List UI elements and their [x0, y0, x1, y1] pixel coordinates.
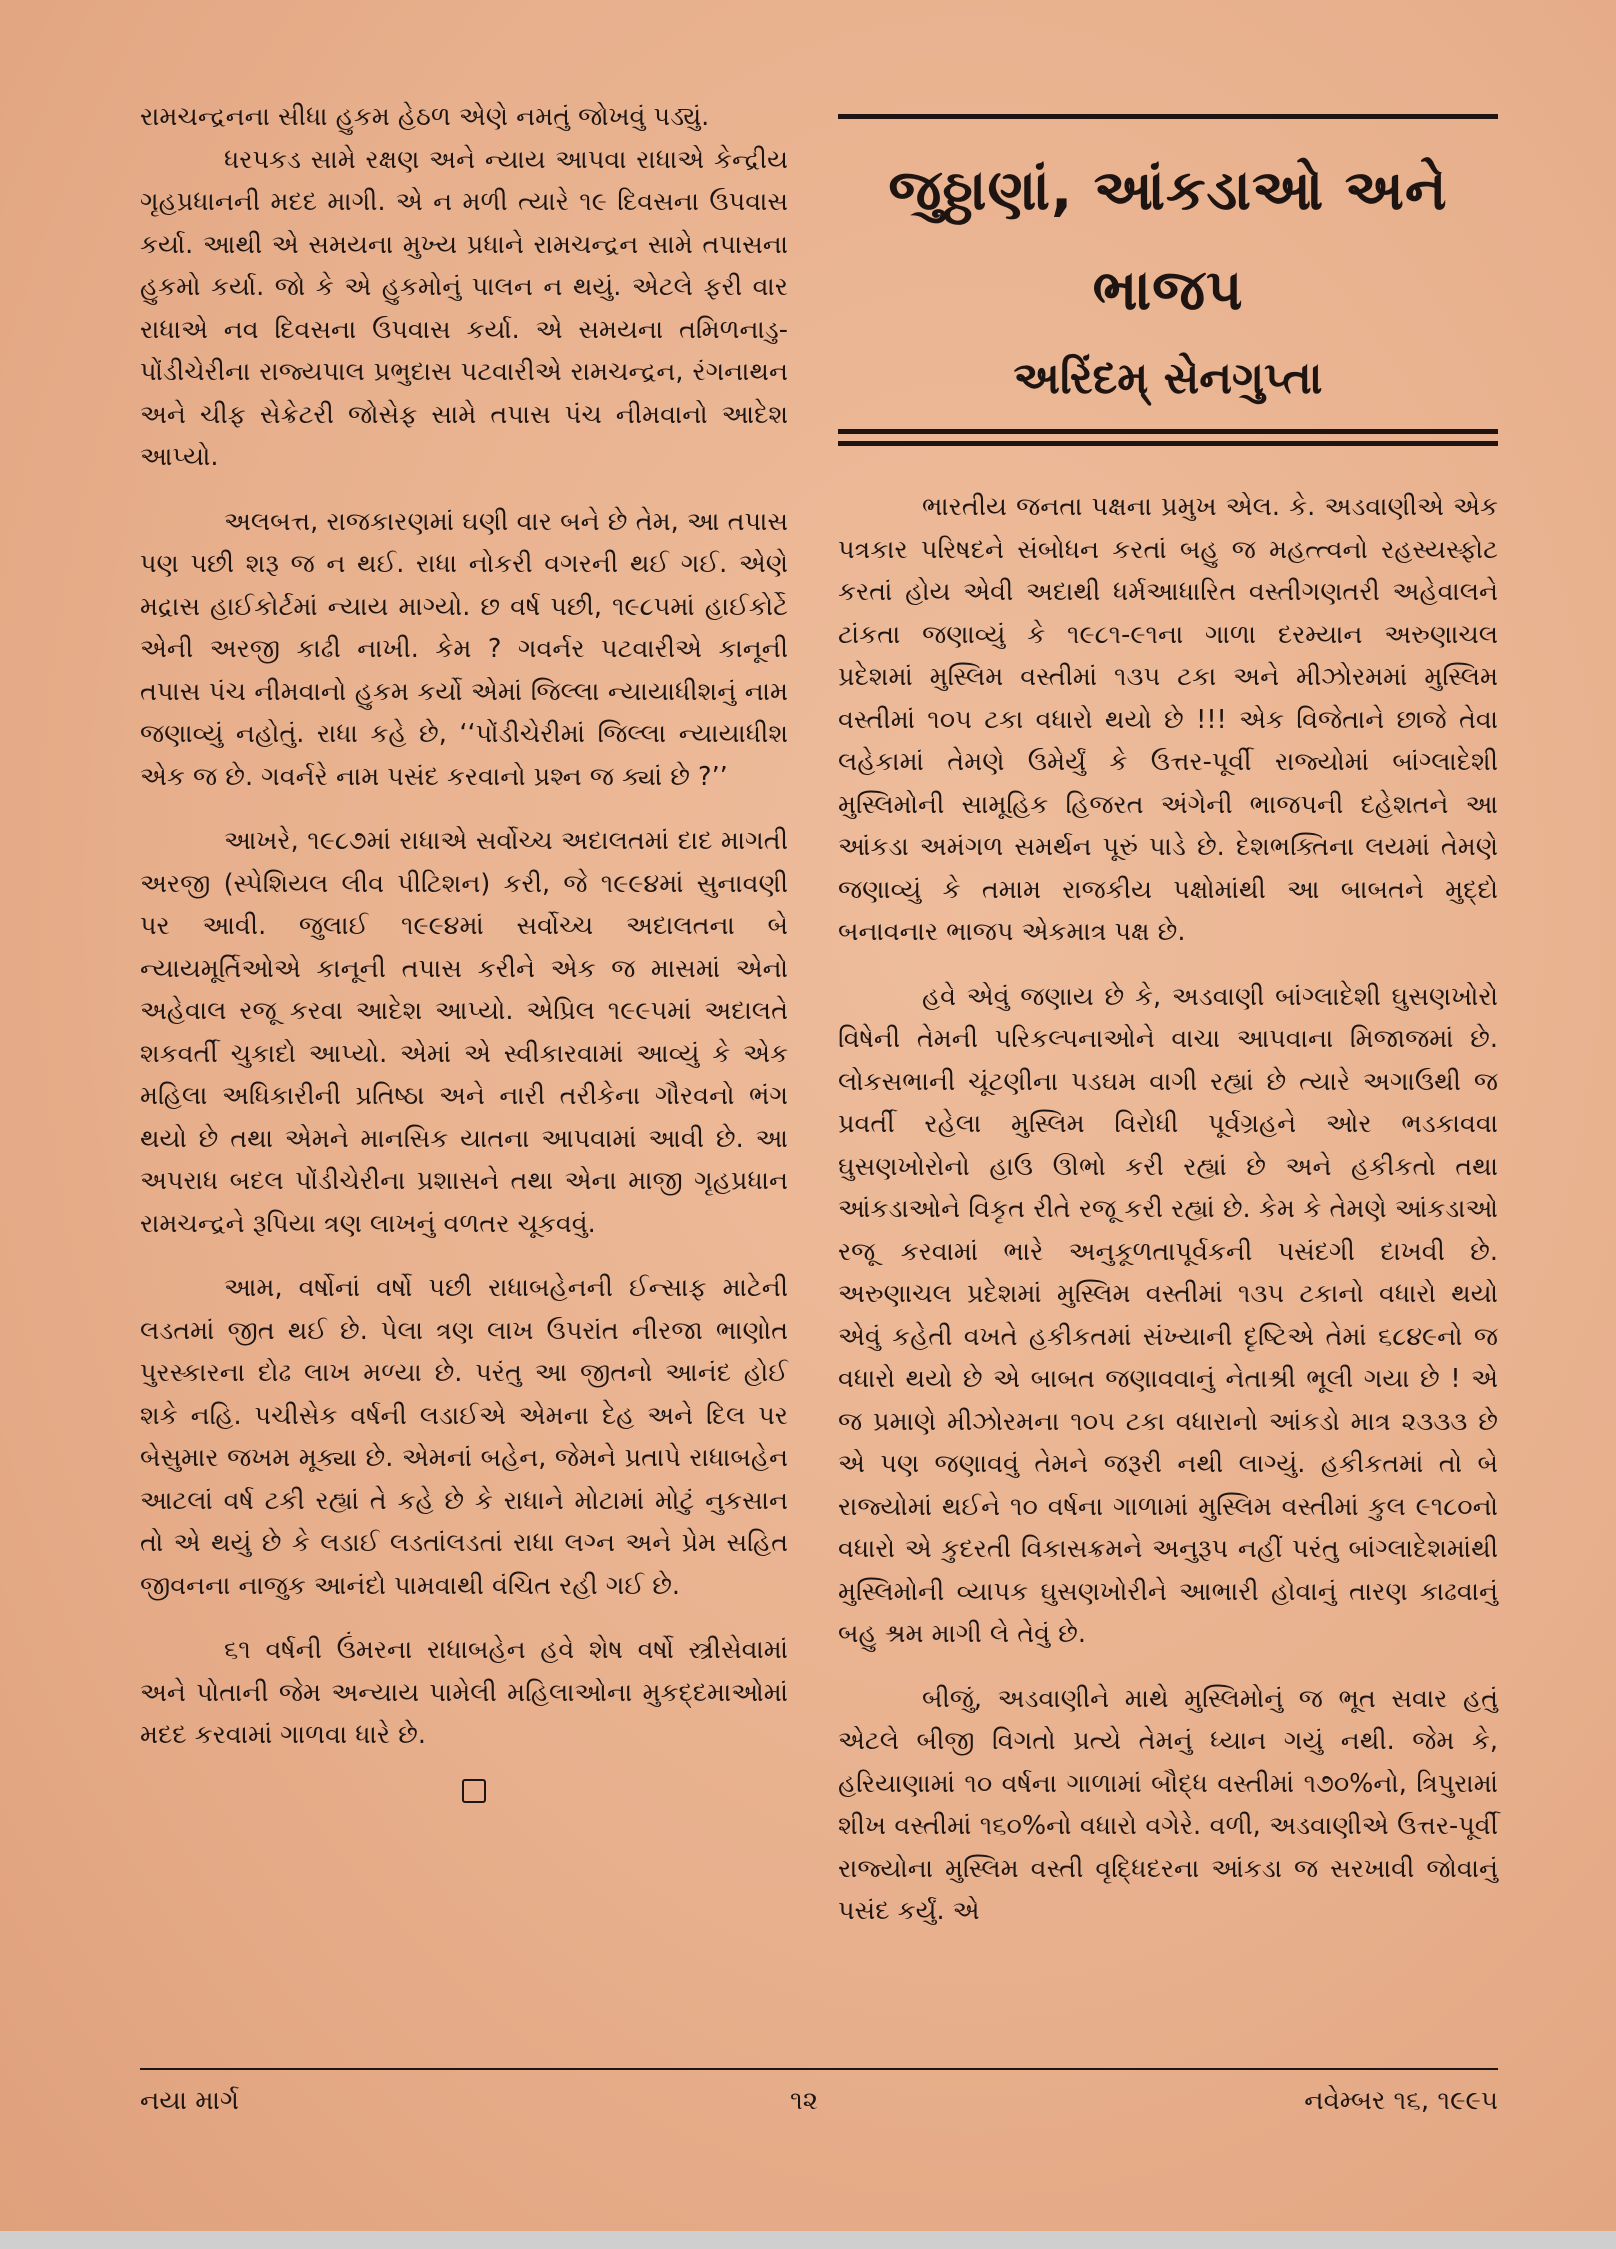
body-paragraph: ભારતીય જનતા પક્ષના પ્રમુખ એલ. કે. અડવાણીએ એક પત્રકાર પરિષદને સંબોધન કરતાં બહુ જ મહત્ત્વનો રહસ્યસ્ફોટ કરતાં હોય એવી અદાથી ધર્મઆધારિત વસ્તીગણતરી અહેવાલને ટાંકતા જણાવ્યું કે ૧૯૮૧-૯૧ના ગાળા દરમ્યાન અરુણાચલ પ્રદેશમાં મુસ્લિમ વસ્તીમાં ૧૩૫ ટકા અને મીઝોરમમાં મુસ્લિમ વસ્તીમાં ૧૦૫ ટકા વધારો થયો છે !!! એક વિજેતાને છાજે તેવા લહેકામાં તેમણે ઉમેર્યું કે ઉત્તર-પૂર્વી રાજ્યોમાં બાંગ્લાદેશી મુસ્લિમોની સામૂહિક હિજરત અંગેની ભાજપની દહેશતને આ આંકડા અમંગળ સમર્થન પૂરું પાડે છે. દેશભક્તિના લયમાં તેમણે જણાવ્યું કે તમામ રાજકીય પક્ષોમાંથી આ બાબતને મુદ્દો બનાવનાર ભાજપ એકમાત્ર પક્ષ છે. — [838, 492, 1498, 947]
body-paragraph: ૬૧ વર્ષની ઉંમરના રાધાબહેન હવે શેષ વર્ષો સ્ત્રીસેવામાં અને પોતાની જેમ અન્યાય પામેલી મહિલાઓના મુકદ્દમાઓમાં મદદ કરવામાં ગાળવા ધારે છે. — [140, 1635, 788, 1750]
right-column — [838, 96, 1498, 1955]
continued-paragraph: રામચન્દ્રનના સીધા હુકમ હેઠળ એણે નમતું જોખવું પડ્યું. — [140, 102, 710, 132]
body-paragraph: અલબત્ત, રાજકારણમાં ઘણી વાર બને છે તેમ, આ તપાસ પણ પછી શરૂ જ ન થઈ. રાધા નોકરી વગરની થઈ ગઈ. એણે મદ્રાસ હાઈકોર્ટમાં ન્યાય માગ્યો. છ વર્ષ પછી, ૧૯૮૫માં હાઈકોર્ટે એની અરજી કાઢી નાખી. કેમ ? ગવર્નર પટવારીએ કાનૂની તપાસ પંચ નીમવાનો હુકમ કર્યો એમાં જિલ્લા ન્યાયાધીશનું નામ જણાવ્યું નહોતું. રાધા કહે છે, ‘‘પોંડીચેરીમાં જિલ્લા ન્યાયાધીશ એક જ છે. ગવર્નરે નામ પસંદ કરવાનો પ્રશ્ન જ ક્યાં છે ?’’ — [140, 506, 788, 792]
footer-rule — [140, 2068, 1498, 2070]
body-paragraph: ધરપકડ સામે રક્ષણ અને ન્યાય આપવા રાધાએ કેન્દ્રીય ગૃહપ્રધાનની મદદ માગી. એ ન મળી ત્યારે ૧૯ દિવસના ઉપવાસ કર્યા. આથી એ સમયના મુખ્ય પ્રધાને રામચન્દ્રન સામે તપાસના હુકમો કર્યા. જો કે એ હુકમોનું પાલન ન થયું. એટલે ફરી વાર રાધાએ નવ દિવસના ઉપવાસ કર્યા. એ સમયના તમિળનાડુ-પોંડીચેરીના રાજ્યપાલ પ્રભુદાસ પટવારીએ રામચન્દ્રન, રંગનાથન અને ચીફ સેક્રેટરી જોસેફ સામે તપાસ પંચ નીમવાનો આદેશ આપ્યો. — [140, 144, 788, 472]
title-top-rule — [838, 114, 1498, 119]
article-title: જુઠ્ઠાણાં, આંકડાઓ અને ભાજપ — [888, 158, 1448, 323]
issue-date: નવેમ્બર ૧૬, ૧૯૯૫ — [1304, 2086, 1498, 2116]
page-number: ૧૨ — [790, 2086, 819, 2116]
publication-name: નયા માર્ગ — [140, 2086, 240, 2116]
title-double-rule — [838, 429, 1498, 446]
article-body — [838, 486, 1498, 1933]
end-of-article-box-icon — [462, 1779, 486, 1803]
body-paragraph: બીજું, અડવાણીને માથે મુસ્લિમોનું જ ભૂત સવાર હતું એટલે બીજી વિગતો પ્રત્યે તેમનું ધ્યાન ગયું નથી. જેમ કે, હરિયાણામાં ૧૦ વર્ષના ગાળામાં બૌદ્ધ વસ્તીમાં ૧૭૦%નો, ત્રિપુરામાં શીખ વસ્તીમાં ૧૬૦%નો વધારો વગેરે. વળી, અડવાણીએ ઉત્તર-પૂર્વી રાજ્યોના મુસ્લિમ વસ્તી વૃદ્ધિદરના આંકડા જ સરખાવી જોવાનું પસંદ કર્યું. એ — [838, 1683, 1498, 1926]
author-byline: અરિંદમ્ સેનગુપ્તા — [1013, 353, 1323, 404]
body-paragraph: આખરે, ૧૯૮૭માં રાધાએ સર્વોચ્ચ અદાલતમાં દાદ માગતી અરજી (સ્પેશિયલ લીવ પીટિશન) કરી, જે ૧૯૯૪માં સુનાવણી પર આવી. જુલાઈ ૧૯૯૪માં સર્વોચ્ચ અદાલતના બે ન્યાયમૂર્તિઓએ કાનૂની તપાસ કરીને એક જ માસમાં એનો અહેવાલ રજૂ કરવા આદેશ આપ્યો. એપ્રિલ ૧૯૯૫માં અદાલતે શકવર્તી ચુકાદો આપ્યો. એમાં એ સ્વીકારવામાં આવ્યું કે એક મહિલા અધિકારીની પ્રતિષ્ઠા અને નારી તરીકેના ગૌરવનો ભંગ થયો છે તથા એમને માનસિક યાતના આપવામાં આવી છે. આ અપરાધ બદલ પોંડીચેરીના પ્રશાસને તથા એના માજી ગૃહપ્રધાન રામચન્દ્રને રૂપિયા ત્રણ લાખનું વળતર ચૂકવવું. — [140, 826, 788, 1239]
left-column — [140, 96, 788, 1803]
body-paragraph: હવે એવું જણાય છે કે, અડવાણી બાંગ્લાદેશી ઘુસણખોરો વિષેની તેમની પરિકલ્પનાઓને વાચા આપવાના મિજાજમાં છે. લોકસભાની ચૂંટણીના પડઘમ વાગી રહ્યાં છે ત્યારે અગાઉથી જ પ્રવર્તી રહેલા મુસ્લિમ વિરોધી પૂર્વગ્રહને ઓર ભડકાવવા ઘુસણખોરોનો હાઉ ઊભો કરી રહ્યાં છે અને હકીકતો તથા આંકડાઓને વિકૃત રીતે રજૂ કરી રહ્યાં છે. કેમ કે તેમણે આંકડાઓ રજૂ કરવામાં ભારે અનુકૂળતાપૂર્વકની પસંદગી દાખવી છે. અરુણાચલ પ્રદેશમાં મુસ્લિમ વસ્તીમાં ૧૩૫ ટકાનો વધારો થયો એવું કહેતી વખતે હકીકતમાં સંખ્યાની દૃષ્ટિએ તેમાં ૬૮૪૯નો જ વધારો થયો છે એ બાબત જણાવવાનું નેતાશ્રી ભૂલી ગયા છે ! એ જ પ્રમાણે મીઝોરમના ૧૦૫ ટકા વધારાનો આંકડો માત્ર ૨૩૩૩ છે એ પણ જણાવવું તેમને જરૂરી નથી લાગ્યું. હકીકતમાં તો બે રાજ્યોમાં થઈને ૧૦ વર્ષના ગાળામાં મુસ્લિમ વસ્તીમાં કુલ ૯૧૮૦નો વધારો એ કુદરતી વિકાસક્રમને અનુરૂપ નહીં પરંતુ બાંગ્લાદેશમાંથી મુસ્લિમોની વ્યાપક ઘુસણખોરીને આભારી હોવાનું તારણ કાઢવાનું બહુ શ્રમ માગી લે તેવું છે. — [838, 981, 1498, 1649]
scan-edge — [0, 2231, 1616, 2249]
body-paragraph: આમ, વર્ષોનાં વર્ષો પછી રાધાબહેનની ઈન્સાફ માટેની લડતમાં જીત થઈ છે. પેલા ત્રણ લાખ ઉપરાંત નીરજા ભાણોત પુરસ્કારના દોઢ લાખ મળ્યા છે. પરંતુ આ જીતનો આનંદ હોઈ શકે નહિ. પચીસેક વર્ષની લડાઈએ એમના દેહ અને દિલ પર બેસુમાર જખમ મૂક્યા છે. એમનાં બહેન, જેમને પ્રતાપે રાધાબહેન આટલાં વર્ષ ટકી રહ્યાં તે કહે છે કે રાધાને મોટામાં મોટું નુકસાન તો એ થયું છે કે લડાઈ લડતાંલડતાં રાધા લગ્ન અને પ્રેમ સહિત જીવનના નાજુક આનંદો પામવાથી વંચિત રહી ગઈ છે. — [140, 1273, 788, 1601]
